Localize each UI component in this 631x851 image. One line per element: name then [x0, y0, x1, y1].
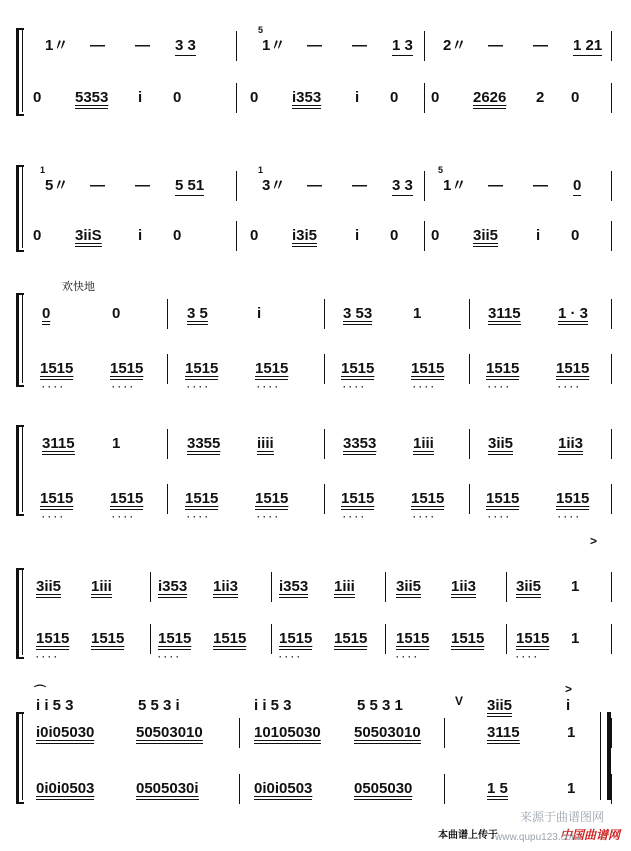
- rest-lower: 0: [250, 89, 259, 106]
- barline: [611, 354, 612, 384]
- note-group-upper: 1: [413, 305, 422, 322]
- note-group-upper: 3115: [42, 435, 75, 455]
- note-group-upper: 1 · 3: [558, 305, 588, 325]
- note-group-upper: 3353: [343, 435, 376, 455]
- rest-lower: 0: [390, 89, 399, 106]
- rest-lower: 0: [571, 227, 580, 244]
- note-group-upper: 3115: [487, 724, 520, 744]
- note-group-upper: 1iii: [413, 435, 434, 455]
- note-group-lower: 1515: [396, 630, 429, 650]
- note-group-lower: 1515: [40, 490, 73, 510]
- dash: —: [352, 177, 367, 194]
- top-note-line: 3ii5: [487, 697, 512, 717]
- note-group-lower: 1515: [334, 630, 367, 650]
- note-group-upper: 10105030: [254, 724, 321, 744]
- dash: —: [90, 177, 105, 194]
- barline: [469, 484, 470, 514]
- note-group-lower: 1515: [36, 630, 69, 650]
- note-group-lower: 0i0i0503: [254, 780, 312, 800]
- barline: [611, 171, 612, 201]
- rest-lower: 0: [33, 227, 42, 244]
- octave-dots: ····: [343, 512, 367, 522]
- barline: [150, 624, 151, 654]
- top-note-line: 5 5 3 i: [138, 697, 180, 714]
- barline: [239, 774, 240, 804]
- octave-dots: ····: [558, 382, 582, 392]
- barline: [324, 484, 325, 514]
- note-group-upper: 1 3: [392, 37, 413, 54]
- top-note-line: i: [566, 697, 571, 714]
- note-upper: 1〃: [45, 37, 69, 54]
- barline: [444, 774, 445, 804]
- note-group-upper: 1: [571, 578, 580, 595]
- note-group-upper: 3 3: [392, 177, 413, 194]
- note-group-upper: 3 3: [175, 37, 196, 54]
- note-group-upper: 1iii: [91, 578, 112, 598]
- octave-dots: ····: [257, 512, 281, 522]
- note-group-upper: 50503010: [354, 724, 421, 744]
- note-group-lower: 1515: [40, 360, 73, 380]
- octave-dots: ····: [343, 382, 367, 392]
- note-group-lower: 1515: [185, 360, 218, 380]
- note-group-lower: 1515: [110, 490, 143, 510]
- note-group-lower: 1515: [516, 630, 549, 650]
- note-group-upper: 3 53: [343, 305, 372, 325]
- final-barline-thin: [600, 712, 601, 800]
- barline: [167, 299, 168, 329]
- note-group-lower: 1: [567, 780, 576, 797]
- tempo-marking: 欢快地: [62, 281, 95, 293]
- note-group-upper: 0: [42, 305, 50, 325]
- octave-dots: ····: [158, 652, 182, 662]
- dash: —: [488, 37, 503, 54]
- barline: [167, 484, 168, 514]
- barline: [271, 624, 272, 654]
- barline: [239, 718, 240, 748]
- grace-note: 1: [258, 165, 264, 175]
- note-group-lower: 1: [571, 630, 580, 647]
- note-lower: 2: [536, 89, 545, 106]
- note-group-upper: i0i05030: [36, 724, 94, 744]
- note-group-lower: 2626: [473, 89, 506, 109]
- note-group-upper: iiii: [257, 435, 274, 455]
- dash: —: [90, 37, 105, 54]
- note-group-upper: 1: [112, 435, 121, 452]
- watermark-text: 来源于曲谱图网: [520, 810, 605, 824]
- grace-note: 5: [258, 25, 264, 35]
- note-group-upper: 1iii: [334, 578, 355, 598]
- note-group-lower: 1515: [451, 630, 484, 650]
- top-note-line: i i 5 3: [36, 697, 74, 714]
- note-group-lower: 1515: [110, 360, 143, 380]
- note-group-upper: 3 5: [187, 305, 208, 325]
- system-start-barline: [22, 568, 23, 655]
- note-group-lower: 1515: [185, 490, 218, 510]
- octave-dots: ····: [396, 652, 420, 662]
- barline: [506, 572, 507, 602]
- dash: —: [135, 37, 150, 54]
- note-group-upper: 50503010: [136, 724, 203, 744]
- note-group-lower: 0505030: [354, 780, 412, 800]
- note-group-lower: 1515: [213, 630, 246, 650]
- barline: [424, 171, 425, 201]
- note-lower: i: [355, 227, 360, 244]
- barline: [150, 572, 151, 602]
- note-upper: 1〃: [443, 177, 467, 194]
- octave-dots: ····: [187, 382, 211, 392]
- note-upper: 2〃: [443, 37, 467, 54]
- note-group-upper: 1ii3: [451, 578, 476, 598]
- note-group-upper: 3ii5: [488, 435, 513, 455]
- barline: [611, 299, 612, 329]
- note-upper: 1〃: [262, 37, 286, 54]
- rest-lower: 0: [390, 227, 399, 244]
- note-group-upper: 0: [112, 305, 121, 322]
- top-note-line: 5 5 3 1: [357, 697, 403, 714]
- octave-dots: ····: [42, 512, 66, 522]
- note-group-lower: 1 5: [487, 780, 508, 800]
- dash: —: [352, 37, 367, 54]
- note-group-lower: 1515: [158, 630, 191, 650]
- note-group-lower: 1515: [341, 360, 374, 380]
- barline: [611, 774, 612, 804]
- barline: [324, 429, 325, 459]
- octave-dots: ····: [112, 382, 136, 392]
- barline: [611, 624, 612, 654]
- note-group-upper: i353: [279, 578, 308, 598]
- barline: [424, 83, 425, 113]
- octave-dots: ····: [36, 652, 60, 662]
- octave-dots: ····: [558, 512, 582, 522]
- system-start-barline: [22, 293, 23, 383]
- note-lower: i: [355, 89, 360, 106]
- barline: [611, 572, 612, 602]
- rest-lower: 0: [173, 227, 182, 244]
- fermata-mark: ⌒: [34, 684, 47, 698]
- rest-lower: 0: [33, 89, 42, 106]
- note-group-upper: i353: [158, 578, 187, 598]
- rest-lower: 0: [173, 89, 182, 106]
- octave-dots: ····: [413, 512, 437, 522]
- note-group-lower: 3ii5: [473, 227, 498, 247]
- barline: [611, 718, 612, 748]
- barline: [271, 572, 272, 602]
- note-group-upper: 5 51: [175, 177, 205, 194]
- note-lower: i: [138, 89, 143, 106]
- octave-dots: ····: [279, 652, 303, 662]
- octave-dots: ····: [488, 512, 512, 522]
- accent-mark: >: [565, 682, 573, 696]
- system-start-barline: [22, 165, 23, 248]
- note-group-lower: 1515: [411, 490, 444, 510]
- barline: [324, 299, 325, 329]
- barline: [469, 354, 470, 384]
- dash: —: [307, 177, 322, 194]
- system-start-barline: [22, 425, 23, 512]
- note-group-upper: 3355: [187, 435, 220, 455]
- dash: —: [488, 177, 503, 194]
- barline: [385, 624, 386, 654]
- note-group-lower: 1515: [279, 630, 312, 650]
- note-group-lower: 1515: [255, 490, 288, 510]
- grace-note: 1: [40, 165, 46, 175]
- note-group-lower: i3i5: [292, 227, 317, 247]
- note-group-lower: 1515: [341, 490, 374, 510]
- barline: [424, 31, 425, 61]
- note-group-upper: i: [257, 305, 262, 322]
- barline: [469, 299, 470, 329]
- barline: [611, 484, 612, 514]
- barline: [236, 31, 237, 61]
- grace-note: 5: [438, 165, 444, 175]
- note-group-upper: 0: [573, 177, 582, 194]
- note-group-upper: 1: [567, 724, 576, 741]
- note-group-lower: i353: [292, 89, 321, 109]
- note-group-lower: 1515: [255, 360, 288, 380]
- barline: [469, 429, 470, 459]
- note-group-lower: 5353: [75, 89, 108, 109]
- note-group-lower: 1515: [486, 360, 519, 380]
- note-group-lower: 1515: [556, 360, 589, 380]
- barline: [611, 31, 612, 61]
- dash: —: [533, 37, 548, 54]
- octave-dots: ····: [187, 512, 211, 522]
- barline: [385, 572, 386, 602]
- top-note-line: i i 5 3: [254, 697, 292, 714]
- dash: —: [135, 177, 150, 194]
- brand-logo: 中国曲谱网: [560, 828, 621, 842]
- barline: [611, 83, 612, 113]
- note-upper: 3〃: [262, 177, 286, 194]
- barline: [236, 83, 237, 113]
- note-group-lower: 0i0i0503: [36, 780, 94, 800]
- octave-dots: ····: [488, 382, 512, 392]
- note-group-upper: 3ii5: [36, 578, 61, 598]
- note-group-lower: 0505030i: [136, 780, 199, 800]
- barline: [236, 221, 237, 251]
- rest-lower: 0: [431, 227, 440, 244]
- note-group-lower: 1515: [486, 490, 519, 510]
- barline: [611, 429, 612, 459]
- watermark-url: www.qupu123.com: [495, 832, 580, 843]
- rest-lower: 0: [571, 89, 580, 106]
- note-group-upper: 1ii3: [213, 578, 238, 598]
- accent-mark: >: [590, 534, 598, 548]
- barline: [506, 624, 507, 654]
- note-lower: i: [138, 227, 143, 244]
- note-group-lower: 1515: [556, 490, 589, 510]
- note-group-upper: 3ii5: [516, 578, 541, 598]
- barline: [167, 354, 168, 384]
- note-lower: i: [536, 227, 541, 244]
- note-group-lower: 1515: [411, 360, 444, 380]
- note-group-upper: 1 21: [573, 37, 603, 54]
- barline: [167, 429, 168, 459]
- note-group-lower: 3iiS: [75, 227, 102, 247]
- final-barline: [607, 712, 611, 800]
- barline: [236, 171, 237, 201]
- octave-dots: ····: [42, 382, 66, 392]
- rest-lower: 0: [250, 227, 259, 244]
- note-upper: 5〃: [45, 177, 69, 194]
- system-start-barline: [22, 28, 23, 112]
- note-group-upper: 3115: [488, 305, 521, 325]
- note-group-upper: 3ii5: [396, 578, 421, 598]
- octave-dots: ····: [413, 382, 437, 392]
- barline: [424, 221, 425, 251]
- system-start-barline: [22, 712, 23, 800]
- rest-lower: 0: [431, 89, 440, 106]
- octave-dots: ····: [112, 512, 136, 522]
- note-group-upper: 1ii3: [558, 435, 583, 455]
- barline: [444, 718, 445, 748]
- dash: —: [533, 177, 548, 194]
- octave-dots: ····: [257, 382, 281, 392]
- note-group-lower: 1515: [91, 630, 124, 650]
- dash: —: [307, 37, 322, 54]
- breath-mark: V: [455, 694, 464, 708]
- barline: [611, 221, 612, 251]
- barline: [324, 354, 325, 384]
- octave-dots: ····: [516, 652, 540, 662]
- footer-source-text: 本曲谱上传于: [438, 830, 498, 841]
